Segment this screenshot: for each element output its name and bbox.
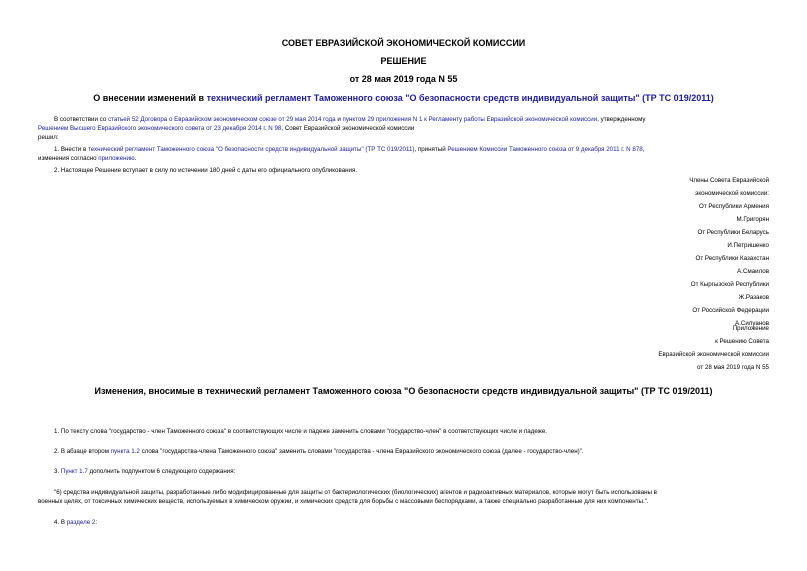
item-1-line-2 xyxy=(38,154,136,163)
item-text: изменения согласно xyxy=(38,155,99,162)
item-text: , принятый xyxy=(414,146,448,153)
item-regulation-link[interactable]: технический регламент Таможенного союза "О безопасности средств индивидуальной защиты" (ТР ТС 019/2011) xyxy=(87,146,415,153)
decided-label: решил: xyxy=(38,134,59,141)
appendix-ref-line: от 28 мая 2019 года N 55 xyxy=(697,364,769,371)
change-text: дополнить подпунктом 6 следующего содержания: xyxy=(87,468,236,475)
preamble-text: , утвержденному xyxy=(597,116,646,123)
preamble-text: , Совет Евразийской экономической комиссии xyxy=(281,125,415,132)
change-3-quote-line-2: военных целях, от токсичных химических веществ, используемых в химическом оружии, и химических средств для борьбы с массовыми беспорядками, а также специально разработанные для них компоненты.". xyxy=(38,498,649,505)
appendix-reference xyxy=(658,322,769,374)
signatory-line: От Республики Армения xyxy=(699,203,769,210)
supreme-council-decision-link[interactable]: Решением Высшего Евразийского экономического совета от 23 декабря 2014 г. N 98 xyxy=(38,125,282,132)
item-1-2-link[interactable]: пункта 1.2 xyxy=(110,448,140,455)
signatory-line: А.Смаилов xyxy=(737,268,769,275)
signatory-line: От Республики Казахстан xyxy=(695,255,769,262)
signatory-line: экономической комиссии: xyxy=(695,190,769,197)
item-1-line-1 xyxy=(54,145,644,154)
commission-decision-link[interactable]: Решением Комиссии Таможенного союза от 9 декабря 2011 г. N 878 xyxy=(447,146,643,153)
appendix-link[interactable]: приложению xyxy=(98,155,135,162)
change-text: 4. В xyxy=(54,519,67,526)
signatory-line: М.Григорян xyxy=(736,216,769,223)
change-text: : xyxy=(95,519,98,526)
change-1: 1. По тексту слова "государство - член Таможенного союза" в соответствующих числе и падеже заменить словами "государство-член" в соответствующих числе и падеже. xyxy=(54,428,548,435)
signatory-line: И.Петришенко xyxy=(727,242,769,249)
preamble-text: и xyxy=(335,116,343,123)
change-text: слова "государства-члена Таможенного союза" заменить словами "государства - члена Евразийского экономического союза (далее - государство-член)". xyxy=(139,448,584,455)
change-3 xyxy=(54,467,235,476)
change-4 xyxy=(54,518,97,527)
signatories-block xyxy=(689,174,769,330)
item-text: , xyxy=(642,146,645,153)
signatory-line: Ж.Разаков xyxy=(738,294,769,301)
signatory-line: От Российской Федерации xyxy=(692,307,769,314)
item-text: 1. Внести в xyxy=(54,146,88,153)
title-regulation-link[interactable]: технический регламент Таможенного союза "О безопасности средств индивидуальной защиты" (ТР ТС 019/2011) xyxy=(206,93,714,103)
decision-heading: РЕШЕНИЕ xyxy=(380,56,427,66)
section-2-link[interactable]: разделе 2 xyxy=(66,519,96,526)
appendix-ref-line: Евразийской экономической комиссии xyxy=(658,351,769,358)
changes-title: Изменения, вносимые в технический регламент Таможенного союза "О безопасности средств индивидуальной защиты" (ТР ТС 019/2011) xyxy=(94,386,713,396)
change-3-quote-line-1: "6) средства индивидуальной защиты, разработанные либо модифицированные для защиты от бактериологических (биологических) агентов и радиоактивных материалов, которые могут быть использованы в xyxy=(54,489,657,496)
decision-date: от 28 мая 2019 года N 55 xyxy=(349,74,458,84)
signatory-line: От Республики Беларусь xyxy=(697,229,769,236)
preamble-text: В соответствии со xyxy=(54,116,108,123)
change-text: 3. xyxy=(54,468,61,475)
appendix-ref-line: к Решению Совета xyxy=(715,338,769,345)
signatory-line: От Кыргызской Республики xyxy=(690,281,769,288)
item-1-7-link[interactable]: Пункт 1.7 xyxy=(60,468,88,475)
appendix-ref-line: Приложение xyxy=(732,325,769,332)
preamble-line-1 xyxy=(54,115,646,124)
council-heading: СОВЕТ ЕВРАЗИЙСКОЙ ЭКОНОМИЧЕСКОЙ КОМИССИИ xyxy=(281,38,526,48)
item-text: . xyxy=(134,155,137,162)
regulation-item-link[interactable]: пунктом 29 приложения N 1 к Регламенту работы Евразийской экономической комиссии xyxy=(342,116,598,123)
treaty-article-link[interactable]: статьей 52 Договора о Евразийском экономическом союзе от 29 мая 2014 года xyxy=(107,116,336,123)
decision-title xyxy=(0,93,807,103)
change-text: 2. В абзаце втором xyxy=(54,448,111,455)
signatory-line: Члены Совета Евразийской xyxy=(689,177,769,184)
item-2: 2. Настоящее Решение вступает в силу по истечении 180 дней с даты его официального опубликования. xyxy=(54,167,358,174)
change-2 xyxy=(54,447,584,456)
signatory-line: А.Силуанов xyxy=(735,320,769,327)
preamble-line-2 xyxy=(38,124,414,133)
title-prefix: О внесении изменений в xyxy=(93,93,207,103)
